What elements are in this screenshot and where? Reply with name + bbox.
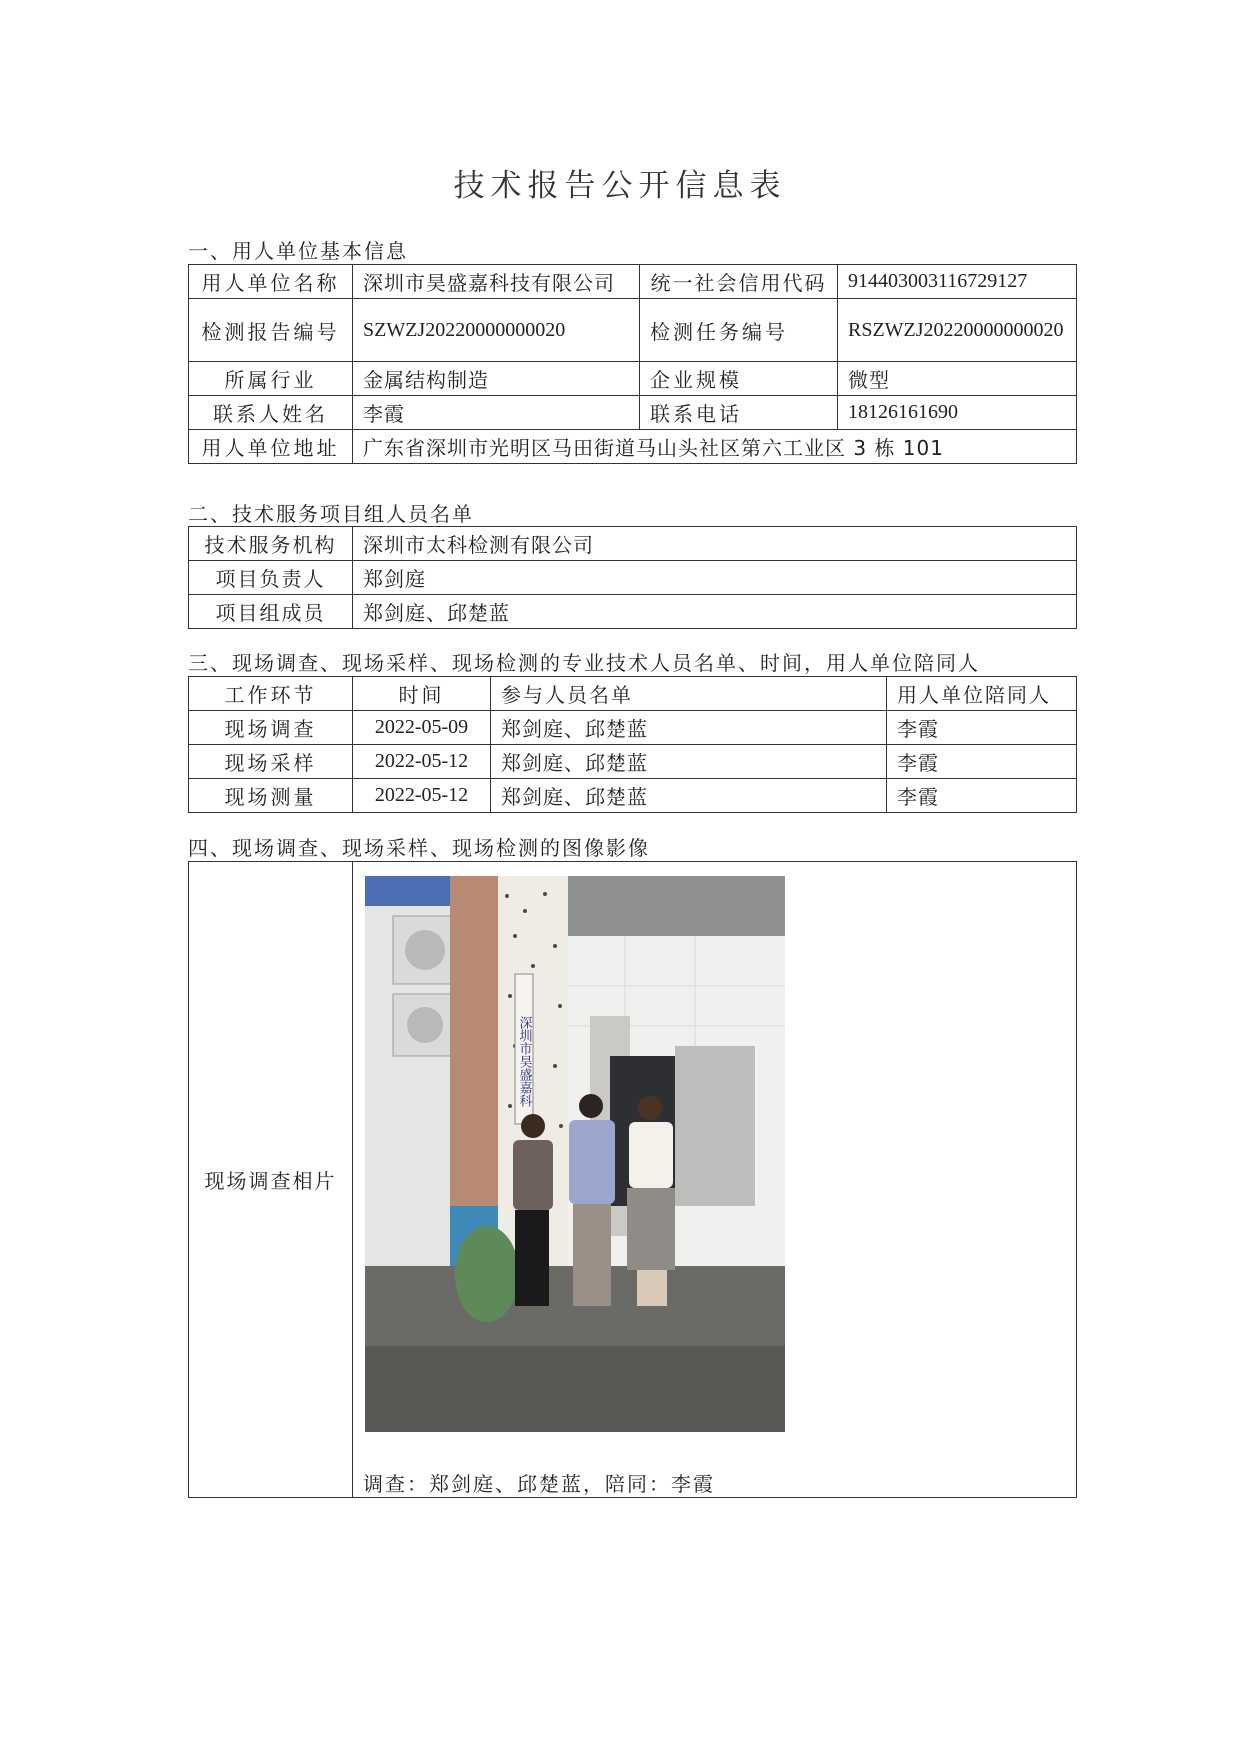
table-row xyxy=(189,711,1077,745)
address-label: 用人单位地址 xyxy=(189,430,353,464)
header-stage: 工作环节 xyxy=(189,677,353,711)
header-companion: 用人单位陪同人 xyxy=(887,677,1077,711)
site-photo-illustration xyxy=(365,876,785,1432)
field-work-table xyxy=(188,676,1077,813)
task-no-value: RSZWZJ20220000000020 xyxy=(838,299,1077,362)
industry-label: 所属行业 xyxy=(189,362,353,396)
phone-label: 联系电话 xyxy=(640,396,838,430)
task-no-label: 检测任务编号 xyxy=(640,299,838,362)
credit-code-value: 914403003116729127 xyxy=(838,265,1077,299)
members-value: 郑剑庭、邱楚蓝 xyxy=(353,595,1077,629)
scale-label: 企业规模 xyxy=(640,362,838,396)
team-table xyxy=(188,526,1077,629)
org-value: 深圳市太科检测有限公司 xyxy=(353,527,1077,561)
photo-table xyxy=(188,861,1077,1498)
basic-info-table xyxy=(188,264,1077,464)
credit-code-label: 统一社会信用代码 xyxy=(640,265,838,299)
page-title: 技术报告公开信息表 xyxy=(453,168,787,204)
row-stage: 现场调查 xyxy=(189,711,353,745)
row-participants: 郑剑庭、邱楚蓝 xyxy=(491,745,887,779)
company-sign-text: 深圳市昊盛嘉科 xyxy=(516,1016,532,1107)
org-label: 技术服务机构 xyxy=(189,527,353,561)
row-companion: 李霞 xyxy=(887,745,1077,779)
row-companion: 李霞 xyxy=(887,711,1077,745)
unit-name-label: 用人单位名称 xyxy=(189,265,353,299)
unit-name-value: 深圳市昊盛嘉科技有限公司 xyxy=(353,265,640,299)
leader-label: 项目负责人 xyxy=(189,561,353,595)
report-no-label: 检测报告编号 xyxy=(189,299,353,362)
contact-value: 李霞 xyxy=(353,396,640,430)
row-date: 2022-05-09 xyxy=(353,711,491,745)
row-companion: 李霞 xyxy=(887,779,1077,813)
row-stage: 现场采样 xyxy=(189,745,353,779)
row-participants: 郑剑庭、邱楚蓝 xyxy=(491,779,887,813)
section1-heading: 一、用人单位基本信息 xyxy=(188,239,408,263)
table-row xyxy=(189,745,1077,779)
row-participants: 郑剑庭、邱楚蓝 xyxy=(491,711,887,745)
leader-value: 郑剑庭 xyxy=(353,561,1077,595)
site-survey-photo xyxy=(365,876,785,1432)
section3-heading: 三、现场调查、现场采样、现场检测的专业技术人员名单、时间，用人单位陪同人 xyxy=(188,651,980,675)
photo-caption: 调查：郑剑庭、邱楚蓝，陪同：李霞 xyxy=(363,1472,715,1496)
header-participants: 参与人员名单 xyxy=(491,677,887,711)
photo-label: 现场调查相片 xyxy=(189,862,353,1498)
report-no-value: SZWZJ20220000000020 xyxy=(353,299,640,362)
section2-heading: 二、技术服务项目组人员名单 xyxy=(188,502,474,526)
members-label: 项目组成员 xyxy=(189,595,353,629)
phone-value: 18126161690 xyxy=(838,396,1077,430)
row-date: 2022-05-12 xyxy=(353,745,491,779)
row-stage: 现场测量 xyxy=(189,779,353,813)
row-date: 2022-05-12 xyxy=(353,779,491,813)
address-value: 广东省深圳市光明区马田街道马山头社区第六工业区 3 栋 101 xyxy=(353,430,1077,464)
industry-value: 金属结构制造 xyxy=(353,362,640,396)
header-time: 时间 xyxy=(353,677,491,711)
scale-value: 微型 xyxy=(838,362,1077,396)
table-row xyxy=(189,779,1077,813)
contact-label: 联系人姓名 xyxy=(189,396,353,430)
section4-heading: 四、现场调查、现场采样、现场检测的图像影像 xyxy=(188,836,650,860)
